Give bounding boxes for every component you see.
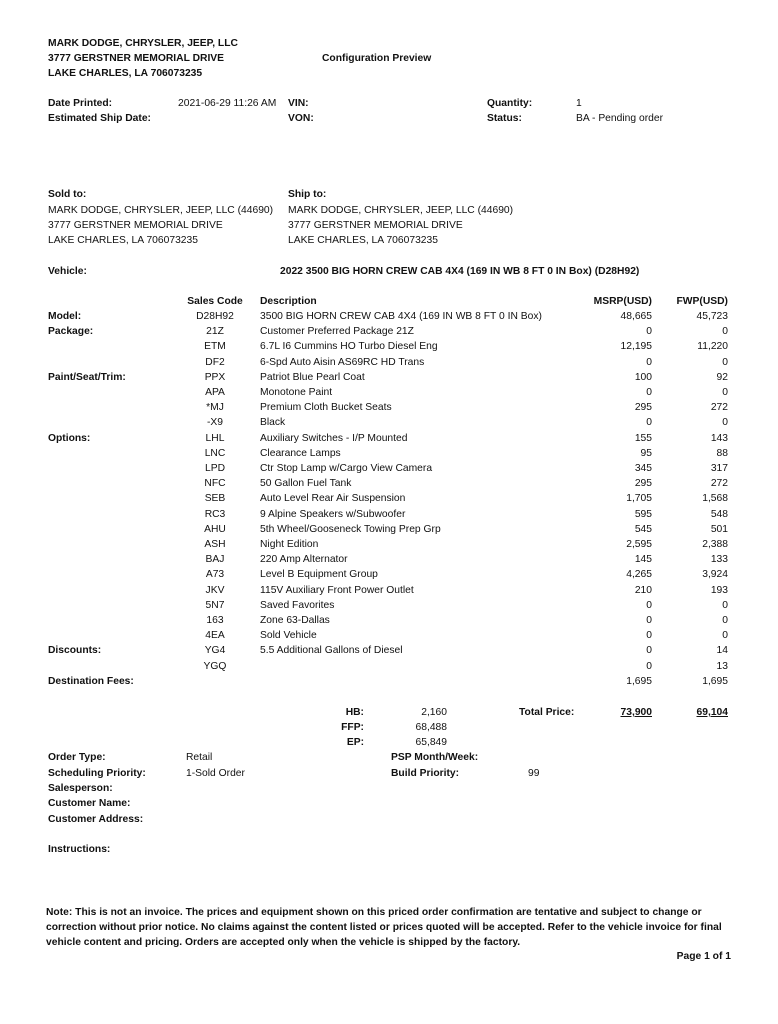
ship-to-name: MARK DODGE, CHRYSLER, JEEP, LLC (44690) [288,205,514,216]
row-msrp: 1,695 [626,676,652,687]
ffp-value: 68,488 [415,722,447,733]
row-fwp: 0 [722,387,728,398]
row-msrp: 545 [634,524,652,535]
row-sales-code: 4EA [205,630,225,641]
page-number: Page 1 of 1 [676,951,731,962]
row-msrp: 0 [646,326,652,337]
row-sales-code: A73 [205,569,225,580]
row-description: Black [260,417,286,428]
row-description: 3500 BIG HORN CREW CAB 4X4 (169 IN WB 8 FT 0 IN Box) [260,311,542,322]
row-fwp: 272 [710,478,728,489]
total-price-label: Total Price: [519,707,575,718]
row-fwp: 0 [722,357,728,368]
quantity-label: Quantity: [487,98,533,109]
row-msrp: 0 [646,387,652,398]
row-sales-code: 163 [206,615,224,626]
note-line-1: Note: This is not an invoice. The prices and equipment shown on this priced order confirmation are tentative and subject to change or [46,907,702,918]
header-description: Description [260,296,317,307]
row-section-label: Discounts: [48,645,102,656]
row-fwp: 3,924 [702,569,728,580]
header-sales-code: Sales Code [187,296,243,307]
row-sales-code: YGQ [203,661,227,672]
dealer-city: LAKE CHARLES, LA 706073235 [48,68,203,79]
row-msrp: 0 [646,630,652,641]
row-fwp: 0 [722,326,728,337]
row-description: Zone 63-Dallas [260,615,330,626]
row-description: Night Edition [260,539,319,550]
row-section-label: Package: [48,326,94,337]
row-msrp: 0 [646,645,652,656]
row-sales-code: AHU [204,524,226,535]
row-sales-code: ASH [204,539,226,550]
row-sales-code: 5N7 [205,600,225,611]
row-msrp: 210 [634,585,652,596]
vehicle-label: Vehicle: [48,266,87,277]
row-description: 6.7L I6 Cummins HO Turbo Diesel Eng [260,341,438,352]
ship-date-label: Estimated Ship Date: [48,113,151,124]
row-description: Auxiliary Switches - I/P Mounted [260,433,408,444]
row-description: Sold Vehicle [260,630,317,641]
row-msrp: 48,665 [620,311,652,322]
von-label: VON: [288,113,314,124]
row-section-label: Options: [48,433,91,444]
row-sales-code: LPD [204,463,226,474]
row-fwp: 0 [722,417,728,428]
row-fwp: 0 [722,615,728,626]
ffp-label: FFP: [341,722,364,733]
row-description: 9 Alpine Speakers w/Subwoofer [260,509,406,520]
row-msrp: 100 [634,372,652,383]
row-fwp: 548 [710,509,728,520]
row-description: 115V Auxiliary Front Power Outlet [260,585,414,596]
sold-to-label: Sold to: [48,189,87,200]
row-msrp: 595 [634,509,652,520]
psp-label: PSP Month/Week: [391,752,479,763]
row-fwp: 14 [716,645,728,656]
row-description: Ctr Stop Lamp w/Cargo View Camera [260,463,433,474]
instructions-label: Instructions: [48,844,111,855]
header-msrp: MSRP(USD) [593,296,652,307]
row-description: Clearance Lamps [260,448,341,459]
row-fwp: 272 [710,402,728,413]
row-sales-code: -X9 [206,417,224,428]
scheduling-priority-value: 1-Sold Order [186,768,245,779]
row-description: Patriot Blue Pearl Coat [260,372,365,383]
note-line-3: vehicle content and pricing. Orders are accepted only when the vehicle is shipped by the factory. [46,937,521,948]
vin-label: VIN: [288,98,309,109]
hb-label: HB: [345,707,364,718]
total-fwp: 69,104 [696,707,728,718]
order-type-value: Retail [186,752,213,763]
row-fwp: 45,723 [696,311,728,322]
row-msrp: 0 [646,661,652,672]
scheduling-priority-label: Scheduling Priority: [48,768,146,779]
row-section-label: Destination Fees: [48,676,134,687]
sold-to-address: 3777 GERSTNER MEMORIAL DRIVE [48,220,223,231]
dealer-name: MARK DODGE, CHRYSLER, JEEP, LLC [48,38,238,49]
row-msrp: 0 [646,417,652,428]
order-type-label: Order Type: [48,752,106,763]
row-sales-code: APA [205,387,225,398]
row-description: 220 Amp Alternator [260,554,348,565]
row-fwp: 2,388 [702,539,728,550]
row-fwp: 11,220 [697,341,728,352]
row-fwp: 317 [710,463,728,474]
status-value: BA - Pending order [576,113,664,124]
row-sales-code: DF2 [205,357,225,368]
row-msrp: 145 [634,554,652,565]
row-description: 50 Gallon Fuel Tank [260,478,352,489]
row-msrp: 0 [646,357,652,368]
note-line-2: correction without prior notice. No claims against the content listed or prices quoted will be accepted. Refer to the vehicle invoice for final [46,922,722,933]
row-fwp: 143 [710,433,728,444]
row-fwp: 133 [710,554,728,565]
ship-to-city: LAKE CHARLES, LA 706073235 [288,235,438,246]
row-section-label: Model: [48,311,82,322]
row-section-label: Paint/Seat/Trim: [48,372,126,383]
row-fwp: 193 [710,585,728,596]
date-printed-label: Date Printed: [48,98,113,109]
build-priority-value: 99 [528,768,540,779]
row-sales-code: *MJ [206,402,224,413]
row-msrp: 345 [634,463,652,474]
row-description: Saved Favorites [260,600,335,611]
row-sales-code: 21Z [206,326,224,337]
row-sales-code: LHL [205,433,225,444]
row-msrp: 0 [646,600,652,611]
row-fwp: 88 [716,448,728,459]
row-description: 6-Spd Auto Aisin AS69RC HD Trans [260,357,425,368]
ship-to-label: Ship to: [288,189,327,200]
build-priority-label: Build Priority: [391,768,460,779]
ep-value: 65,849 [415,737,447,748]
row-fwp: 0 [722,630,728,641]
row-fwp: 1,695 [702,676,728,687]
date-printed-value: 2021-06-29 11:26 AM [178,98,277,109]
row-sales-code: D28H92 [196,311,234,322]
ep-label: EP: [346,737,364,748]
total-msrp: 73,900 [620,707,652,718]
row-msrp: 12,195 [620,341,652,352]
row-msrp: 295 [634,402,652,413]
row-fwp: 0 [722,600,728,611]
row-description: Premium Cloth Bucket Seats [260,402,392,413]
row-description: Customer Preferred Package 21Z [260,326,414,337]
sold-to-city: LAKE CHARLES, LA 706073235 [48,235,198,246]
quantity-value: 1 [576,98,582,109]
row-sales-code: PPX [204,372,226,383]
row-sales-code: BAJ [205,554,225,565]
row-sales-code: ETM [204,341,226,352]
hb-value: 2,160 [421,707,447,718]
row-fwp: 1,568 [702,493,728,504]
row-sales-code: SEB [204,493,226,504]
vehicle-description: 2022 3500 BIG HORN CREW CAB 4X4 (169 IN WB 8 FT 0 IN Box) (D28H92) [280,266,640,277]
row-msrp: 1,705 [626,493,652,504]
row-msrp: 155 [634,433,652,444]
ship-to-address: 3777 GERSTNER MEMORIAL DRIVE [288,220,463,231]
row-description: 5.5 Additional Gallons of Diesel [260,645,403,656]
row-msrp: 2,595 [626,539,652,550]
row-fwp: 13 [716,661,728,672]
row-description: Monotone Paint [260,387,333,398]
dealer-address: 3777 GERSTNER MEMORIAL DRIVE [48,53,225,64]
row-msrp: 0 [646,615,652,626]
row-msrp: 295 [634,478,652,489]
row-description: 5th Wheel/Gooseneck Towing Prep Grp [260,524,441,535]
row-sales-code: JKV [205,585,225,596]
customer-address-label: Customer Address: [48,814,144,825]
customer-name-label: Customer Name: [48,798,131,809]
document-title: Configuration Preview [322,53,432,64]
row-description: Auto Level Rear Air Suspension [260,493,406,504]
row-msrp: 4,265 [626,569,652,580]
row-msrp: 95 [640,448,652,459]
row-description: Level B Equipment Group [260,569,378,580]
row-fwp: 92 [716,372,728,383]
status-label: Status: [487,113,522,124]
row-sales-code: LNC [204,448,226,459]
salesperson-label: Salesperson: [48,783,113,794]
row-fwp: 501 [710,524,728,535]
sold-to-name: MARK DODGE, CHRYSLER, JEEP, LLC (44690) [48,205,274,216]
header-fwp: FWP(USD) [676,296,728,307]
row-sales-code: NFC [204,478,226,489]
row-sales-code: YG4 [204,645,226,656]
row-sales-code: RC3 [204,509,226,520]
